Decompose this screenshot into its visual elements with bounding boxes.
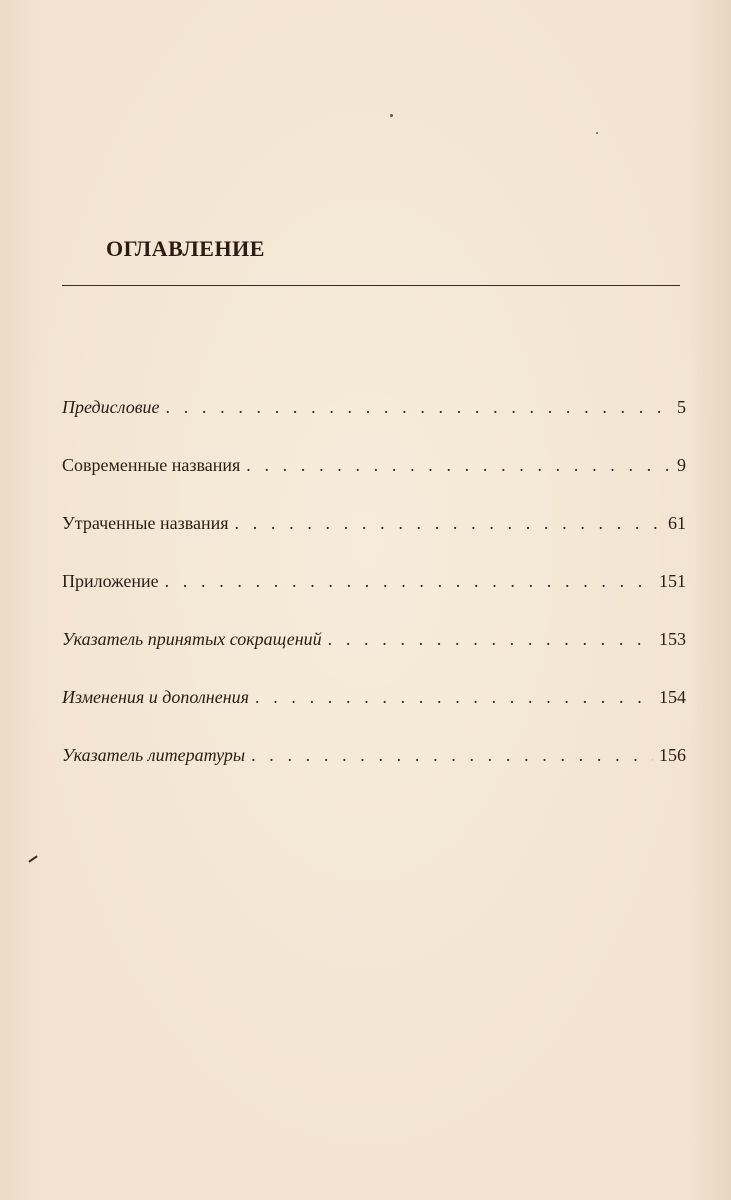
toc-entry-page: 5	[677, 397, 686, 417]
toc-entry-appendix	[62, 566, 686, 596]
toc-entry-title: Утраченные названия	[62, 513, 229, 533]
toc-entry-title: Современные названия	[62, 455, 241, 475]
toc-entry-title: Указатель принятых сокращений	[62, 629, 322, 649]
dot-leader	[165, 566, 653, 596]
toc-entry-title: Предисловие	[62, 397, 160, 417]
title-rule	[62, 285, 680, 286]
paper-speck	[596, 132, 598, 134]
toc-entry-page: 151	[659, 571, 686, 591]
toc-entry-changes	[62, 682, 686, 712]
toc-entry-page: 153	[659, 629, 686, 649]
toc-entry-lost-names	[62, 508, 686, 538]
toc-entry-page: 61	[668, 513, 686, 533]
table-of-contents	[62, 392, 686, 798]
toc-entry-modern-names	[62, 450, 686, 480]
toc-entry-title: Приложение	[62, 571, 159, 591]
dot-leader	[255, 682, 653, 712]
toc-entry-page: 9	[677, 455, 686, 475]
dot-leader	[328, 624, 653, 654]
toc-entry-abbreviations	[62, 624, 686, 654]
dot-leader	[235, 508, 662, 538]
dot-leader	[166, 392, 671, 422]
toc-entry-title: Указатель литературы	[62, 745, 246, 765]
dot-leader	[246, 450, 671, 480]
toc-entry-bibliography	[62, 740, 686, 770]
toc-entry-preface	[62, 392, 686, 422]
toc-entry-page: 154	[659, 687, 686, 707]
paper-speck	[390, 114, 393, 117]
page-title: ОГЛАВЛЕНИЕ	[106, 236, 265, 261]
toc-entry-page: 156	[659, 745, 686, 765]
toc-entry-title: Изменения и дополнения	[62, 687, 249, 707]
pencil-mark	[28, 855, 37, 862]
dot-leader	[251, 740, 653, 770]
